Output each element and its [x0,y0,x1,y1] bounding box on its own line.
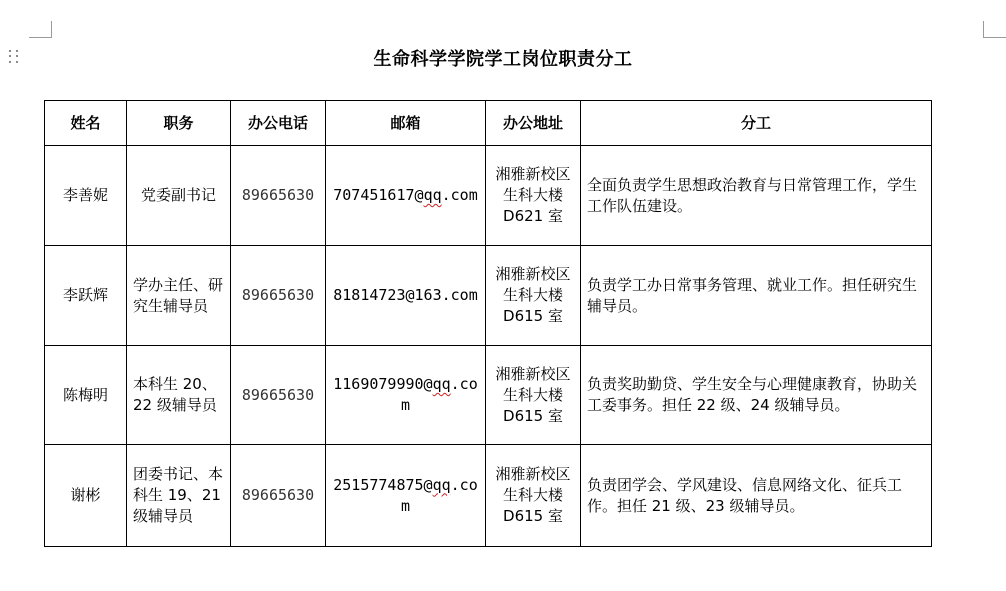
address-line-room: D621 室 [503,207,563,225]
address-line-room: D615 室 [503,507,563,525]
email-tld: .com [400,375,478,414]
address-line-room: D615 室 [503,406,563,425]
cell-role[interactable]: 本科生 20、22 级辅导员 [127,346,231,445]
email-user: 81814723@163 [333,286,442,304]
email-domain-spellcheck: qq [432,375,451,393]
document-title: 生命科学学院学工岗位职责分工 [373,49,633,70]
address-line-building: 生科大楼 [502,385,563,404]
header-duty: 分工 [581,101,932,146]
address-line-building: 生科大楼 [502,286,563,304]
address-line-campus: 湘雅新校区 [495,364,571,383]
duty-table [44,100,932,547]
email-tld: .com [441,186,478,204]
cell-address[interactable] [486,346,581,445]
cell-name[interactable]: 李跃辉 [45,246,127,346]
cell-duty[interactable]: 负责学工办日常事务管理、就业工作。担任研究生辅导员。 [581,246,932,346]
table-row [45,346,932,445]
header-phone: 办公电话 [231,101,326,146]
email-domain-spellcheck: qq [423,186,442,204]
header-email: 邮箱 [326,101,486,146]
address-line-building: 生科大楼 [502,486,563,504]
cell-address[interactable] [486,146,581,246]
cell-name[interactable]: 李善妮 [45,146,127,246]
cell-role[interactable]: 党委副书记 [127,146,231,246]
email-tld: .com [441,286,478,304]
cell-email[interactable] [326,445,486,547]
address-line-room: D615 室 [503,307,563,325]
table-row [45,146,932,246]
cell-email[interactable] [326,246,486,346]
cell-duty[interactable]: 全面负责学生思想政治教育与日常管理工作，学生工作队伍建设。 [581,146,932,246]
cell-email[interactable] [326,346,486,445]
cell-address[interactable] [486,246,581,346]
table-row [45,246,932,346]
page-corner-mark-top-left [29,21,52,38]
cell-role[interactable]: 学办主任、研究生辅导员 [127,246,231,346]
email-user: 2515774875@ [333,475,433,494]
table-header-row [45,101,932,146]
header-address: 办公地址 [486,101,581,146]
email-user: 1169079990@ [333,375,433,393]
header-name: 姓名 [45,101,127,146]
cell-duty[interactable]: 负责团学会、学风建设、信息网络文化、征兵工作。担任 21 级、23 级辅导员。 [581,445,932,547]
address-line-campus: 湘雅新校区 [495,465,571,483]
cell-phone[interactable]: 89665630 [231,445,326,547]
address-line-campus: 湘雅新校区 [495,165,571,183]
cell-phone[interactable]: 89665630 [231,346,326,445]
cell-role[interactable]: 团委书记、本科生 19、21 级辅导员 [127,445,231,547]
page-corner-mark-top-right [983,21,1006,38]
cell-email[interactable] [326,146,486,246]
cell-phone[interactable]: 89665630 [231,146,326,246]
header-role: 职务 [127,101,231,146]
email-domain-spellcheck: qq [432,475,451,494]
cell-phone[interactable]: 89665630 [231,246,326,346]
cell-duty[interactable]: 负责奖助勤贷、学生安全与心理健康教育，协助关工委事务。担任 22 级、24 级辅导员。 [581,346,932,445]
table-row [45,445,932,547]
email-user: 707451617@ [333,186,424,204]
address-line-campus: 湘雅新校区 [495,265,571,283]
cell-name[interactable]: 陈梅明 [45,346,127,445]
address-line-building: 生科大楼 [502,186,563,204]
email-tld: .com [400,475,478,515]
cell-name[interactable]: 谢彬 [45,445,127,547]
cell-address[interactable] [486,445,581,547]
